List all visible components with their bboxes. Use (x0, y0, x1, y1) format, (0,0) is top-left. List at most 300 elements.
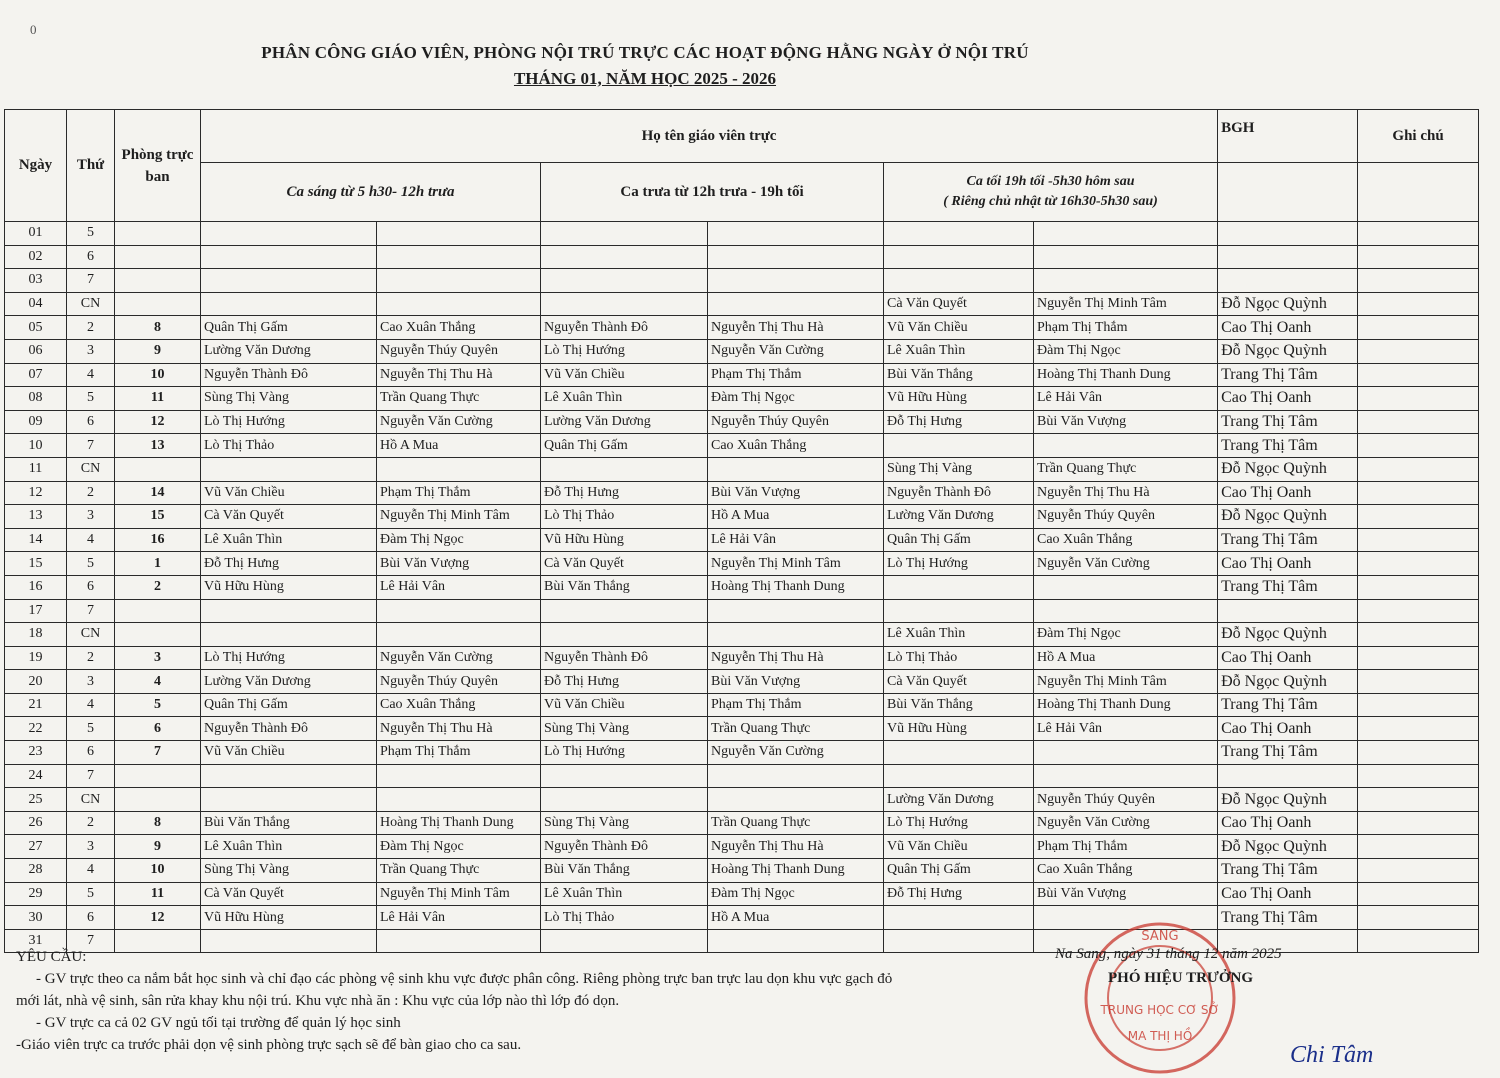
cell-weekday: 4 (67, 859, 115, 883)
cell-bgh: Trang Thị Tâm (1218, 528, 1358, 552)
cell-room: 8 (115, 316, 201, 340)
cell-day: 22 (5, 717, 67, 741)
cell-bgh: Đỗ Ngọc Quỳnh (1218, 505, 1358, 529)
cell-night-teacher-2: Phạm Thị Thắm (1034, 316, 1218, 340)
cell-room: 5 (115, 693, 201, 717)
table-row (5, 670, 1479, 694)
cell-weekday: CN (67, 457, 115, 481)
cell-note (1358, 835, 1479, 859)
cell-weekday: 6 (67, 741, 115, 765)
cell-weekday: 6 (67, 245, 115, 269)
cell-noon-teacher-1: Lò Thị Hướng (541, 741, 708, 765)
cell-night-teacher-1: Vũ Hữu Hùng (884, 717, 1034, 741)
cell-night-teacher-1: Vũ Văn Chiều (884, 835, 1034, 859)
cell-day: 01 (5, 222, 67, 246)
cell-morning-teacher-2 (377, 457, 541, 481)
cell-night-teacher-1: Lò Thị Hướng (884, 811, 1034, 835)
cell-noon-teacher-1: Nguyễn Thành Đô (541, 646, 708, 670)
duty-schedule-table (4, 109, 1479, 953)
cell-room: 15 (115, 505, 201, 529)
cell-morning-teacher-2 (377, 222, 541, 246)
cell-day: 10 (5, 434, 67, 458)
cell-room (115, 222, 201, 246)
table-row (5, 646, 1479, 670)
cell-night-teacher-1: Sùng Thị Vàng (884, 457, 1034, 481)
cell-bgh: Đỗ Ngọc Quỳnh (1218, 670, 1358, 694)
cell-noon-teacher-1: Vũ Hữu Hùng (541, 528, 708, 552)
cell-weekday: 3 (67, 505, 115, 529)
cell-room: 4 (115, 670, 201, 694)
cell-morning-teacher-1: Vũ Văn Chiều (201, 481, 377, 505)
signature-date: Na Sang, ngày 31 tháng 12 năm 2025 (1055, 946, 1282, 962)
cell-morning-teacher-2 (377, 599, 541, 623)
page-corner-mark: 0 (30, 22, 37, 37)
cell-night-teacher-1 (884, 245, 1034, 269)
cell-noon-teacher-2: Bùi Văn Vượng (708, 481, 884, 505)
cell-morning-teacher-1 (201, 269, 377, 293)
header-thu: Thứ (67, 110, 115, 222)
table-row (5, 599, 1479, 623)
cell-note (1358, 434, 1479, 458)
cell-night-teacher-2: Đàm Thị Ngọc (1034, 339, 1218, 363)
cell-noon-teacher-1: Cà Văn Quyết (541, 552, 708, 576)
cell-morning-teacher-1: Cà Văn Quyết (201, 882, 377, 906)
cell-note (1358, 505, 1479, 529)
cell-night-teacher-1: Lường Văn Dương (884, 788, 1034, 812)
cell-day: 26 (5, 811, 67, 835)
cell-morning-teacher-1: Lò Thị Thảo (201, 434, 377, 458)
cell-morning-teacher-2: Cao Xuân Thắng (377, 316, 541, 340)
cell-day: 31 (5, 929, 67, 953)
cell-weekday: 6 (67, 410, 115, 434)
cell-weekday: 2 (67, 646, 115, 670)
cell-day: 24 (5, 764, 67, 788)
cell-morning-teacher-1: Lò Thị Hướng (201, 646, 377, 670)
cell-bgh: Cao Thị Oanh (1218, 387, 1358, 411)
cell-night-teacher-1 (884, 222, 1034, 246)
cell-note (1358, 670, 1479, 694)
cell-morning-teacher-1: Bùi Văn Thắng (201, 811, 377, 835)
cell-room: 13 (115, 434, 201, 458)
cell-night-teacher-2: Nguyễn Văn Cường (1034, 552, 1218, 576)
cell-note (1358, 623, 1479, 647)
cell-noon-teacher-1 (541, 788, 708, 812)
cell-morning-teacher-1: Cà Văn Quyết (201, 505, 377, 529)
cell-night-teacher-2: Hoàng Thị Thanh Dung (1034, 363, 1218, 387)
cell-noon-teacher-1: Sùng Thị Vàng (541, 811, 708, 835)
cell-morning-teacher-2: Nguyễn Thị Minh Tâm (377, 505, 541, 529)
cell-bgh: Cao Thị Oanh (1218, 717, 1358, 741)
cell-room: 14 (115, 481, 201, 505)
cell-morning-teacher-2: Nguyễn Thúy Quyên (377, 339, 541, 363)
cell-noon-teacher-2: Bùi Văn Vượng (708, 670, 884, 694)
cell-day: 21 (5, 693, 67, 717)
cell-weekday: 7 (67, 764, 115, 788)
cell-bgh: Cao Thị Oanh (1218, 646, 1358, 670)
cell-day: 02 (5, 245, 67, 269)
cell-night-teacher-2: Đàm Thị Ngọc (1034, 623, 1218, 647)
cell-bgh (1218, 245, 1358, 269)
cell-weekday: 4 (67, 363, 115, 387)
cell-note (1358, 859, 1479, 883)
cell-morning-teacher-1: Vũ Văn Chiều (201, 741, 377, 765)
cell-night-teacher-1: Quân Thị Gấm (884, 859, 1034, 883)
cell-night-teacher-1 (884, 741, 1034, 765)
cell-morning-teacher-2: Lê Hải Vân (377, 575, 541, 599)
cell-note (1358, 741, 1479, 765)
cell-note (1358, 929, 1479, 953)
cell-morning-teacher-2: Phạm Thị Thắm (377, 481, 541, 505)
table-row (5, 434, 1479, 458)
table-row (5, 693, 1479, 717)
cell-noon-teacher-2: Nguyễn Văn Cường (708, 741, 884, 765)
table-row (5, 859, 1479, 883)
table-row (5, 906, 1479, 930)
cell-morning-teacher-1: Sùng Thị Vàng (201, 859, 377, 883)
cell-noon-teacher-1: Lê Xuân Thìn (541, 387, 708, 411)
cell-room: 11 (115, 882, 201, 906)
cell-weekday: 2 (67, 811, 115, 835)
cell-weekday: 3 (67, 339, 115, 363)
cell-night-teacher-1: Lê Xuân Thìn (884, 623, 1034, 647)
cell-room: 6 (115, 717, 201, 741)
cell-weekday: 3 (67, 835, 115, 859)
cell-night-teacher-2: Lê Hải Vân (1034, 387, 1218, 411)
cell-note (1358, 457, 1479, 481)
cell-room (115, 245, 201, 269)
cell-night-teacher-1: Lò Thị Thảo (884, 646, 1034, 670)
cell-night-teacher-1: Cà Văn Quyết (884, 292, 1034, 316)
cell-morning-teacher-2 (377, 788, 541, 812)
signature-title: PHÓ HIỆU TRƯỞNG (1108, 970, 1254, 986)
cell-noon-teacher-2 (708, 245, 884, 269)
cell-night-teacher-2: Lê Hải Vân (1034, 717, 1218, 741)
cell-morning-teacher-2 (377, 245, 541, 269)
cell-noon-teacher-1: Vũ Văn Chiều (541, 693, 708, 717)
cell-bgh: Trang Thị Tâm (1218, 575, 1358, 599)
cell-day: 14 (5, 528, 67, 552)
cell-bgh: Cao Thị Oanh (1218, 552, 1358, 576)
cell-noon-teacher-2: Hoàng Thị Thanh Dung (708, 859, 884, 883)
cell-weekday: CN (67, 623, 115, 647)
cell-room (115, 599, 201, 623)
cell-bgh (1218, 222, 1358, 246)
cell-noon-teacher-1 (541, 222, 708, 246)
cell-night-teacher-1: Cà Văn Quyết (884, 670, 1034, 694)
document-subtitle: THÁNG 01, NĂM HỌC 2025 - 2026 (513, 69, 777, 88)
cell-morning-teacher-1: Lê Xuân Thìn (201, 835, 377, 859)
cell-morning-teacher-1: Vũ Hữu Hùng (201, 575, 377, 599)
cell-night-teacher-2: Phạm Thị Thắm (1034, 835, 1218, 859)
cell-night-teacher-2: Nguyễn Thúy Quyên (1034, 788, 1218, 812)
cell-noon-teacher-2: Đàm Thị Ngọc (708, 387, 884, 411)
cell-noon-teacher-2: Nguyễn Thị Thu Hà (708, 646, 884, 670)
cell-weekday: 7 (67, 269, 115, 293)
cell-note (1358, 788, 1479, 812)
cell-night-teacher-2 (1034, 245, 1218, 269)
cell-morning-teacher-2: Nguyễn Văn Cường (377, 410, 541, 434)
cell-day: 23 (5, 741, 67, 765)
cell-night-teacher-2 (1034, 222, 1218, 246)
cell-morning-teacher-1: Sùng Thị Vàng (201, 387, 377, 411)
cell-morning-teacher-2: Phạm Thị Thắm (377, 741, 541, 765)
cell-day: 16 (5, 575, 67, 599)
table-row (5, 717, 1479, 741)
cell-weekday: 2 (67, 316, 115, 340)
cell-night-teacher-2: Nguyễn Thúy Quyên (1034, 505, 1218, 529)
cell-night-teacher-2: Trần Quang Thực (1034, 457, 1218, 481)
cell-note (1358, 481, 1479, 505)
cell-noon-teacher-1: Lò Thị Hướng (541, 339, 708, 363)
cell-night-teacher-1 (884, 906, 1034, 930)
cell-noon-teacher-2: Trần Quang Thực (708, 717, 884, 741)
stamp-school-text: TRUNG HỌC CƠ SỞ (1100, 1003, 1220, 1017)
cell-day: 29 (5, 882, 67, 906)
cell-noon-teacher-1: Lò Thị Thảo (541, 505, 708, 529)
header-bgh: BGH (1218, 110, 1358, 163)
cell-weekday: CN (67, 788, 115, 812)
cell-night-teacher-2: Hồ A Mua (1034, 646, 1218, 670)
cell-weekday: 5 (67, 882, 115, 906)
cell-noon-teacher-1: Đỗ Thị Hưng (541, 670, 708, 694)
cell-bgh: Cao Thị Oanh (1218, 481, 1358, 505)
cell-noon-teacher-1 (541, 599, 708, 623)
document-title: PHÂN CÔNG GIÁO VIÊN, PHÒNG NỘI TRÚ TRỰC CÁC HOẠT ĐỘNG HẰNG NGÀY Ở NỘI TRÚ (261, 43, 1029, 62)
cell-note (1358, 269, 1479, 293)
cell-night-teacher-2 (1034, 599, 1218, 623)
cell-weekday: 7 (67, 599, 115, 623)
cell-bgh (1218, 764, 1358, 788)
table-row (5, 363, 1479, 387)
cell-room (115, 457, 201, 481)
cell-noon-teacher-1 (541, 292, 708, 316)
cell-room: 2 (115, 575, 201, 599)
cell-room: 12 (115, 410, 201, 434)
cell-bgh: Trang Thị Tâm (1218, 410, 1358, 434)
table-row (5, 316, 1479, 340)
cell-note (1358, 528, 1479, 552)
cell-weekday: 6 (67, 575, 115, 599)
cell-note (1358, 693, 1479, 717)
cell-room: 9 (115, 339, 201, 363)
cell-note (1358, 599, 1479, 623)
cell-night-teacher-2: Nguyễn Văn Cường (1034, 811, 1218, 835)
cell-weekday: 6 (67, 906, 115, 930)
table-row (5, 882, 1479, 906)
cell-noon-teacher-1 (541, 764, 708, 788)
cell-day: 03 (5, 269, 67, 293)
requirement-line: mới lát, nhà vệ sinh, sân rửa khay khu nội trú. Khu vực nhà ăn : Khu vực của lớp nào thì lớp đó dọn. (16, 993, 620, 1009)
cell-morning-teacher-2: Trần Quang Thực (377, 859, 541, 883)
cell-note (1358, 906, 1479, 930)
cell-day: 15 (5, 552, 67, 576)
cell-room: 10 (115, 363, 201, 387)
requirement-line: -Giáo viên trực ca trước phải dọn vệ sinh phòng trực sạch sẽ để bàn giao cho ca sau. (16, 1037, 522, 1053)
table-row (5, 505, 1479, 529)
header-ho-ten-giao-vien: Họ tên giáo viên trực (201, 110, 1218, 163)
cell-note (1358, 882, 1479, 906)
header-ca-toi-main: Ca tối 19h tối -5h30 hôm sau (966, 174, 1135, 189)
cell-bgh (1218, 269, 1358, 293)
cell-bgh: Trang Thị Tâm (1218, 434, 1358, 458)
cell-room: 8 (115, 811, 201, 835)
cell-room (115, 292, 201, 316)
school-stamp-image (1080, 918, 1240, 1078)
cell-noon-teacher-1 (541, 623, 708, 647)
cell-night-teacher-1 (884, 434, 1034, 458)
table-row (5, 292, 1479, 316)
cell-night-teacher-1: Quân Thị Gấm (884, 528, 1034, 552)
cell-morning-teacher-1 (201, 457, 377, 481)
cell-noon-teacher-2: Nguyễn Văn Cường (708, 339, 884, 363)
cell-night-teacher-2: Nguyễn Thị Minh Tâm (1034, 292, 1218, 316)
cell-night-teacher-1 (884, 599, 1034, 623)
cell-noon-teacher-2 (708, 788, 884, 812)
table-row (5, 410, 1479, 434)
cell-noon-teacher-1: Bùi Văn Thắng (541, 859, 708, 883)
table-row (5, 623, 1479, 647)
cell-weekday: 5 (67, 552, 115, 576)
cell-weekday: CN (67, 292, 115, 316)
header-ca-toi-note: ( Riêng chủ nhật từ 16h30-5h30 sau) (943, 194, 1158, 209)
cell-morning-teacher-1: Quân Thị Gấm (201, 316, 377, 340)
cell-morning-teacher-2: Nguyễn Thị Thu Hà (377, 363, 541, 387)
cell-day: 20 (5, 670, 67, 694)
cell-noon-teacher-2: Nguyễn Thị Thu Hà (708, 316, 884, 340)
cell-weekday: 4 (67, 528, 115, 552)
cell-morning-teacher-2 (377, 292, 541, 316)
cell-noon-teacher-2: Đàm Thị Ngọc (708, 882, 884, 906)
cell-day: 12 (5, 481, 67, 505)
cell-night-teacher-2 (1034, 434, 1218, 458)
table-row (5, 222, 1479, 246)
cell-day: 13 (5, 505, 67, 529)
cell-noon-teacher-1: Nguyễn Thành Đô (541, 835, 708, 859)
cell-morning-teacher-2: Trần Quang Thực (377, 387, 541, 411)
cell-night-teacher-2 (1034, 575, 1218, 599)
cell-morning-teacher-2: Nguyễn Thúy Quyên (377, 670, 541, 694)
signature-handwritten: Chi Tâm (1290, 1042, 1374, 1068)
cell-room: 3 (115, 646, 201, 670)
cell-noon-teacher-2: Trần Quang Thực (708, 811, 884, 835)
cell-morning-teacher-2: Đàm Thị Ngọc (377, 528, 541, 552)
cell-morning-teacher-2 (377, 764, 541, 788)
cell-note (1358, 339, 1479, 363)
cell-bgh: Đỗ Ngọc Quỳnh (1218, 292, 1358, 316)
header-ghi-chu-blank (1358, 163, 1479, 222)
table-row (5, 387, 1479, 411)
cell-weekday: 7 (67, 434, 115, 458)
cell-night-teacher-2: Bùi Văn Vượng (1034, 410, 1218, 434)
cell-night-teacher-1: Vũ Hữu Hùng (884, 387, 1034, 411)
cell-bgh: Cao Thị Oanh (1218, 316, 1358, 340)
cell-note (1358, 552, 1479, 576)
cell-room: 7 (115, 741, 201, 765)
cell-morning-teacher-1: Vũ Hữu Hùng (201, 906, 377, 930)
table-row (5, 269, 1479, 293)
cell-bgh: Đỗ Ngọc Quỳnh (1218, 457, 1358, 481)
cell-noon-teacher-2: Hoàng Thị Thanh Dung (708, 575, 884, 599)
cell-weekday: 5 (67, 387, 115, 411)
cell-weekday: 7 (67, 929, 115, 953)
cell-noon-teacher-2: Lê Hải Vân (708, 528, 884, 552)
cell-noon-teacher-2: Cao Xuân Thắng (708, 434, 884, 458)
cell-note (1358, 245, 1479, 269)
cell-note (1358, 363, 1479, 387)
cell-bgh (1218, 599, 1358, 623)
requirements-heading: YÊU CẦU: (16, 949, 87, 965)
cell-noon-teacher-1: Nguyễn Thành Đô (541, 316, 708, 340)
cell-room: 1 (115, 552, 201, 576)
cell-note (1358, 764, 1479, 788)
table-row (5, 741, 1479, 765)
cell-day: 05 (5, 316, 67, 340)
table-row (5, 811, 1479, 835)
cell-morning-teacher-1 (201, 623, 377, 647)
cell-night-teacher-2: Nguyễn Thị Minh Tâm (1034, 670, 1218, 694)
cell-bgh: Đỗ Ngọc Quỳnh (1218, 788, 1358, 812)
cell-night-teacher-1 (884, 575, 1034, 599)
cell-night-teacher-2: Hoàng Thị Thanh Dung (1034, 693, 1218, 717)
cell-day: 06 (5, 339, 67, 363)
cell-morning-teacher-2: Hồ A Mua (377, 434, 541, 458)
cell-noon-teacher-2 (708, 764, 884, 788)
cell-morning-teacher-1 (201, 599, 377, 623)
cell-day: 07 (5, 363, 67, 387)
cell-day: 11 (5, 457, 67, 481)
header-ghi-chu: Ghi chú (1358, 110, 1479, 163)
cell-night-teacher-2: Cao Xuân Thắng (1034, 859, 1218, 883)
cell-night-teacher-1 (884, 269, 1034, 293)
stamp-top-text: SANG (1141, 929, 1179, 944)
cell-noon-teacher-2: Phạm Thị Thắm (708, 693, 884, 717)
cell-morning-teacher-1 (201, 222, 377, 246)
cell-day: 25 (5, 788, 67, 812)
header-ca-trua: Ca trưa từ 12h trưa - 19h tối (541, 163, 884, 222)
cell-noon-teacher-2 (708, 292, 884, 316)
cell-noon-teacher-2 (708, 599, 884, 623)
cell-day: 19 (5, 646, 67, 670)
cell-bgh: Cao Thị Oanh (1218, 882, 1358, 906)
cell-night-teacher-1: Lê Xuân Thìn (884, 339, 1034, 363)
cell-day: 27 (5, 835, 67, 859)
cell-room (115, 623, 201, 647)
cell-room: 12 (115, 906, 201, 930)
cell-room (115, 788, 201, 812)
cell-weekday: 5 (67, 222, 115, 246)
cell-morning-teacher-2: Lê Hải Vân (377, 906, 541, 930)
requirement-line: - GV trực ca cả 02 GV ngủ tối tại trường để quản lý học sinh (36, 1015, 401, 1031)
cell-morning-teacher-2: Nguyễn Thị Thu Hà (377, 717, 541, 741)
cell-noon-teacher-2: Hồ A Mua (708, 505, 884, 529)
cell-noon-teacher-1: Lê Xuân Thìn (541, 882, 708, 906)
cell-noon-teacher-2: Nguyễn Thúy Quyên (708, 410, 884, 434)
cell-day: 09 (5, 410, 67, 434)
table-row (5, 245, 1479, 269)
cell-room (115, 269, 201, 293)
cell-morning-teacher-1: Nguyễn Thành Đô (201, 363, 377, 387)
cell-morning-teacher-1: Quân Thị Gấm (201, 693, 377, 717)
cell-bgh: Trang Thị Tâm (1218, 859, 1358, 883)
requirements-block (16, 946, 1046, 1056)
cell-day: 28 (5, 859, 67, 883)
cell-bgh: Cao Thị Oanh (1218, 811, 1358, 835)
cell-night-teacher-2: Nguyễn Thị Thu Hà (1034, 481, 1218, 505)
cell-note (1358, 575, 1479, 599)
cell-day: 08 (5, 387, 67, 411)
cell-room: 9 (115, 835, 201, 859)
table-row (5, 575, 1479, 599)
